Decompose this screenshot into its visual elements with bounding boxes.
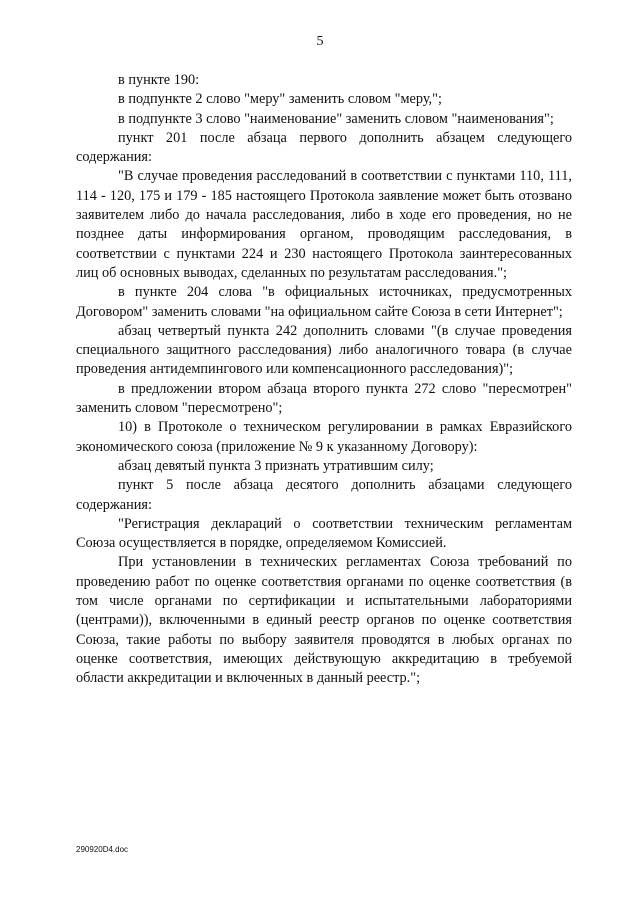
- paragraph: в пункте 204 слова "в официальных источниках, предусмотренных Договором" заменить словами "на официальном сайте Союза в сети Интернет";: [76, 284, 572, 320]
- page-number: 5: [316, 34, 324, 49]
- document-body: [76, 71, 572, 689]
- file-name-footer: 290920D4.doc: [76, 845, 129, 854]
- paragraph: в подпункте 2 слово "меру" заменить словом "меру,";: [118, 91, 442, 108]
- paragraph: в пункте 190:: [118, 72, 200, 88]
- paragraph: пункт 201 после абзаца первого дополнить абзацем следующего содержания:: [76, 129, 572, 166]
- paragraph: в предложении втором абзаца второго пункта 272 слово "пересмотрен" заменить словом "пересмотрено";: [76, 380, 572, 417]
- paragraph: "В случае проведения расследований в соответствии с пунктами 110, 111, 114 - 120, 175 и 179 - 185 настоящего Протокола заявление может быть отозвано заявителем либо до начала расследования, либо в ходе его проведения, но не позднее даты информирования органом, проводящим расследования, в соответствии с пунктами 224 и 230 настоящего Протокола заинтересованных лиц об основных выводах, сделанных по результатам расследования.";: [76, 168, 572, 281]
- paragraph: абзац четвертый пункта 242 дополнить словами "(в случае проведения специального защитного расследования) либо аналогичного товара (в случае проведения антидемпингового или компенсационного расследования)";: [76, 322, 572, 378]
- paragraph: "Регистрация деклараций о соответствии техническим регламентам Союза осуществляется в порядке, определяемом Комиссией.: [76, 515, 572, 552]
- paragraph: абзац девятый пункта 3 признать утратившим силу;: [118, 457, 434, 474]
- paragraph: пункт 5 после абзаца десятого дополнить абзацами следующего содержания:: [76, 477, 572, 513]
- paragraph: При установлении в технических регламентах Союза требований по проведению работ по оценке соответствия органами по оценке соответствия (в том числе органами по сертификации и испытательными лабораториями (центрами)), включенными в единый реестр органов по оценке соответствия Союза, такие работы по выбору заявителя проводятся в любых органах по оценке соответствия, имеющих действующую аккредитацию в требуемой области аккредитации и включенных в данный реестр.";: [76, 554, 572, 687]
- paragraph: 10) в Протоколе о техническом регулировании в рамках Евразийского экономического союза (приложение № 9 к указанному Договору):: [76, 419, 572, 455]
- paragraph: в подпункте 3 слово "наименование" заменить словом "наименования";: [118, 110, 554, 127]
